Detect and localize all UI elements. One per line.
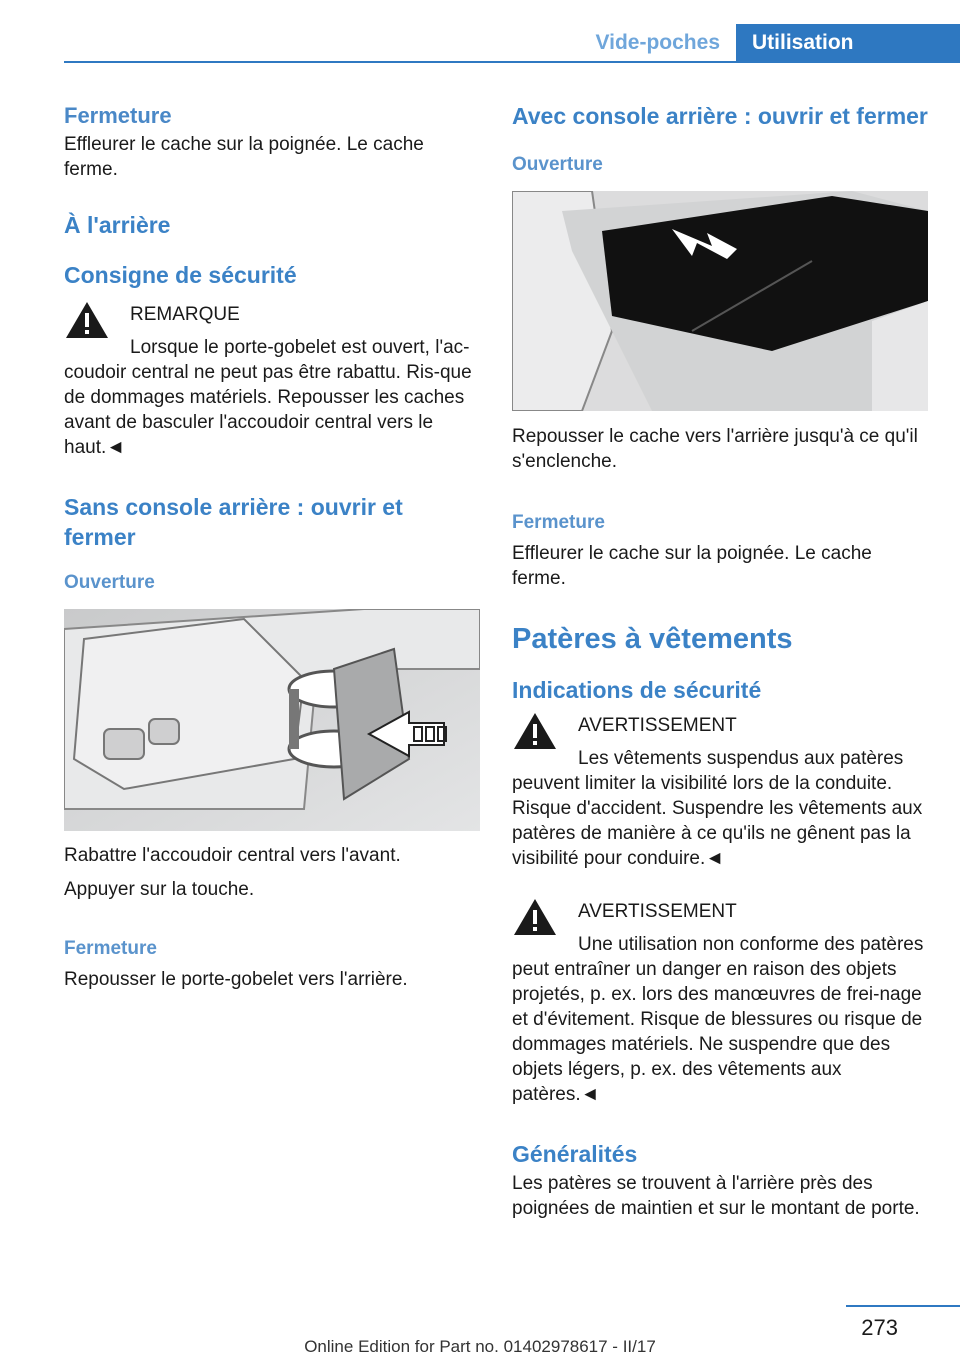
- page-number-rule: [846, 1305, 960, 1307]
- closing-heading: Fermeture: [64, 938, 157, 959]
- notice-block: [64, 302, 480, 460]
- without-console-heading: Sans console arrière : ouvrir et fermer: [64, 494, 403, 550]
- general-heading: Généralités: [512, 1141, 638, 1167]
- warning-2-text: Une utilisation non conforme des patères peut entraîner un danger en raison des objets projetés, p. ex. lors des manœuvres de frei-nage et d'évitement. Risque de blessures ou risque de dommages matériels. Ne suspendre que des objets légers, p. ex. des vêtements aux patères.◄: [512, 934, 924, 1105]
- hooks-heading: Patères à vêtements: [512, 623, 793, 655]
- with-console-heading: Avec console arrière : ouvrir et fermer: [512, 103, 928, 129]
- rear-heading: À l'arrière: [64, 212, 171, 238]
- section-tab[interactable]: Vide-poches: [595, 31, 720, 54]
- opening-text: Repousser le cache vers l'arrière jusqu'à ce qu'il s'enclenche.: [512, 426, 918, 472]
- left-column: [64, 100, 480, 992]
- closing-heading-right: Fermeture: [512, 512, 605, 533]
- right-column: [512, 100, 928, 1221]
- header-rule: [64, 61, 960, 63]
- warning-triangle-icon: [512, 897, 558, 937]
- safety-heading: Consigne de sécurité: [64, 262, 297, 288]
- safety-heading-right: Indications de sécurité: [512, 677, 762, 703]
- fermeture-text: Effleurer le cache sur la poignée. Le cache ferme.: [64, 134, 424, 180]
- notice-text: Lorsque le porte-gobelet est ouvert, l'ac-coudoir central ne peut pas être rabattu. Ris-que de dommages matériels. Repousser les caches avant de basculer l'accoudoir central vers le haut.◄: [64, 337, 472, 458]
- notice-keyword: REMARQUE: [130, 304, 240, 325]
- warning-triangle-icon: [512, 711, 558, 751]
- edition-footer: Online Edition for Part no. 01402978617 - II/17: [304, 1337, 656, 1356]
- closing-text: Repousser le porte-gobelet vers l'arrière.: [64, 969, 408, 990]
- warning-block-1: [512, 713, 928, 871]
- opening-heading-right: Ouverture: [512, 154, 603, 175]
- warning-1-keyword: AVERTISSEMENT: [578, 715, 737, 736]
- page-header: [64, 0, 960, 62]
- warning-triangle-icon: [64, 300, 110, 340]
- general-text: Les patères se trouvent à l'arrière près des poignées de maintien et sur le montant de porte.: [512, 1173, 920, 1219]
- warning-1-text: Les vêtements suspendus aux patères peuvent limiter la visibilité lors de la conduite. Risque d'accident. Suspendre les vêtements aux patères de manière à ce qu'ils ne gênent pas la visibilité pour conduire.◄: [512, 748, 923, 869]
- step-1: Rabattre l'accoudoir central vers l'avant.: [64, 845, 401, 866]
- chapter-tab[interactable]: Utilisation: [736, 24, 960, 62]
- closing-text-right: Effleurer le cache sur la poignée. Le cache ferme.: [512, 543, 872, 589]
- step-2: Appuyer sur la touche.: [64, 879, 255, 900]
- fermeture-heading: Fermeture: [64, 103, 172, 128]
- cupholder-photo: [64, 609, 480, 831]
- warning-2-keyword: AVERTISSEMENT: [578, 901, 737, 922]
- page-number: 273: [861, 1315, 898, 1340]
- warning-block-2: [512, 899, 928, 1107]
- opening-heading: Ouverture: [64, 572, 155, 593]
- console-photo: [512, 191, 928, 411]
